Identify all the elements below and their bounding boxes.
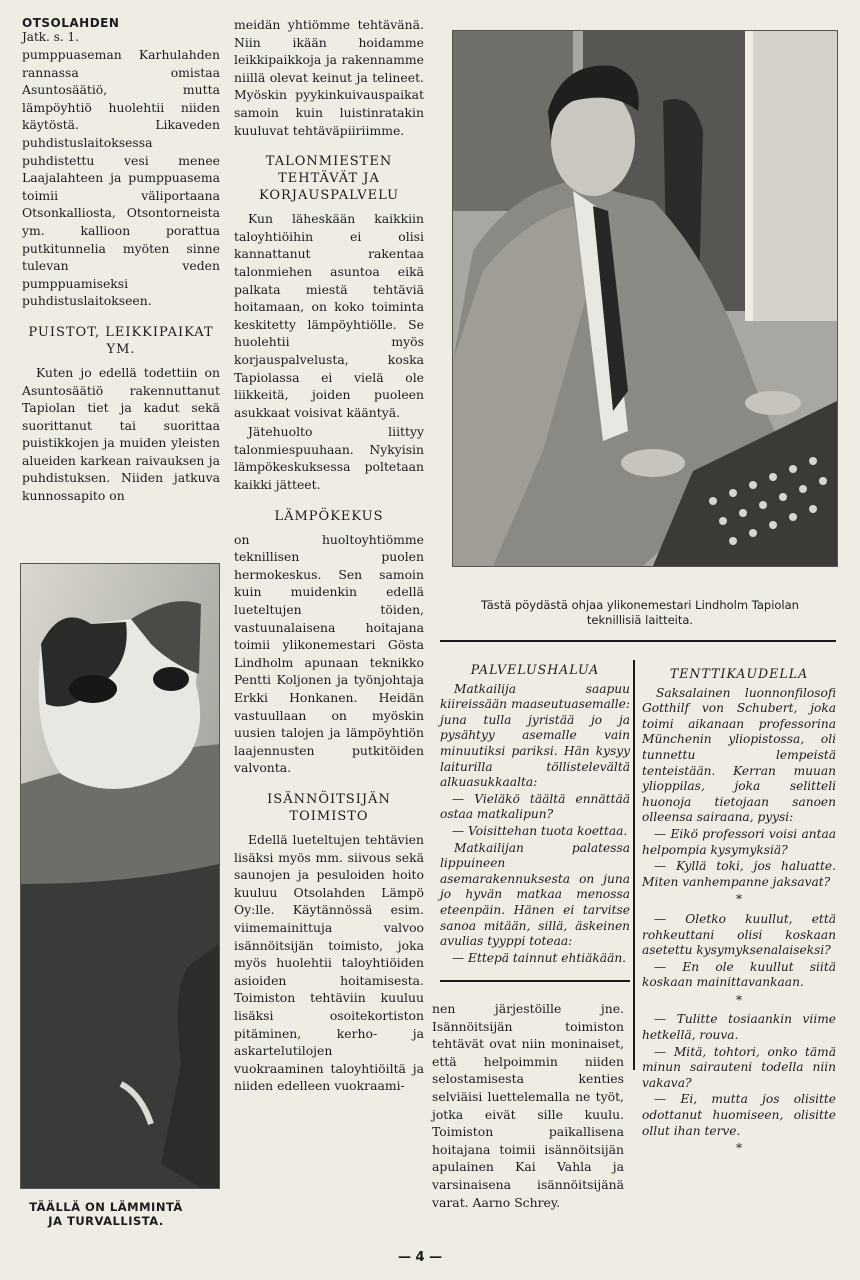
dialogue-line: — Oletko kuullut, että rohkeuttani olisi koskaan asetettu kysymyksenalaiseksi? — [642, 911, 836, 958]
column-3-continuation — [432, 1000, 624, 1213]
dialogue-line: — En ole kuullut siitä koskaan mainittavankaan. — [642, 959, 836, 990]
anecdote-heading: TENTTIKAUDELLA — [669, 666, 809, 681]
divider — [440, 640, 836, 642]
section-flag: OTSOLAHDEN — [22, 16, 120, 30]
section-heading: TALONMIESTEN TEHTÄVÄT JA KORJAUSPALVELU — [258, 154, 400, 204]
man-at-desk-illustration — [453, 31, 837, 566]
column-4-anecdote — [642, 662, 836, 1161]
anecdote-heading: PALVELUSHALUA — [470, 662, 600, 677]
paragraph: Edellä lueteltujen tehtävien lisäksi myös mm. siivous sekä saunojen ja pesuloiden hoito kuuluu Otsolahden Lämpö Oy:lle. Käytännössä esim. viimemainittuja valvoo isännöitsijän toimisto, joka myös huolehtii taloyhtiöiden asioiden hoitamisesta. Toimiston tehtäviin kuuluu lisäksi osoitekortiston pitäminen, kerho- ja askartelutilojen vuokraaminen taloyhtiöiltä ja niiden edelleen vuokraami- — [234, 831, 424, 1094]
column-2 — [234, 16, 424, 1097]
section-heading: PUISTOT, LEIKKIPAIKAT YM. — [28, 324, 214, 357]
divider — [633, 660, 635, 1070]
dialogue-line: — Ei, mutta jos olisitte odottanut huomiseen, olisitte ollut ihan terve. — [642, 1092, 836, 1138]
paragraph: Matkailija saapuu kiireissään maaseutuasemalle: juna tulla jyristää jo ja pysähtyy asemalle vain minuutiksi pariksi. Hän kysyy laiturilla töllistelevältä alkuasukkaalta: — [440, 681, 630, 790]
dialogue-line: — Mitä, tohtori, onko tämä minun sairauteni todella niin vakava? — [642, 1044, 836, 1090]
paragraph: Kuten jo edellä todettiin on Asuntosäätiö rakennuttanut Tapiolan tiet ja kadut sekä suorittanut tai suorittaa puistikkojen ja muiden yleisten alueiden karkean raivauksen ja puhdistuksen. Niiden jatkuva kunnossapito on — [22, 364, 220, 504]
control-desk-photo — [452, 30, 838, 567]
section-heading: ISÄNNÖITSIJÄN TOIMISTO — [267, 791, 391, 824]
dialogue-line: — Tulitte tosiaankin viime hetkellä, rouva. — [642, 1012, 836, 1043]
dialogue-line: — Kyllä toki, jos haluatte. Miten vanhempanne jaksavat? — [642, 859, 836, 889]
paragraph: pumppuaseman Karhulahden rannassa omistaa Asuntosäätiö, mutta lämpöyhtiö huolehtii niiden käytöstä. Likaveden puhdistuslaitoksessa puhdistettu vesi menee Laajalahteen ja pumppuasema toimii väliportaana Otsonkalliosta, Otsontorneista ym. kallioon porattua putkitunnelia myöten sinne tulevan veden pumppuamiseksi puhdistuslaitokseen. — [22, 47, 220, 309]
cat-illustration — [21, 564, 219, 1188]
paragraph: on huoltoyhtiömme teknillisen puolen hermokeskus. Sen samoin kuin muidenkin edellä lueteltujen töiden, vastuunalaisena hoitajana toimii ylikonemestari Gösta Lindholm apunaan teknikko Pentti Koljonen ja työnjohtaja Erkki Honkanen. Heidän vastuullaan on myöskin uusien talojen ja lämpöyhtiön laajennusten putkitöiden valvonta. — [234, 531, 424, 776]
paragraph: nen järjestöille jne. Isännöitsijän toimiston tehtävät ovat niin moninaiset, että helpoimmin niiden selostamisesta kenties selviäisi luettelemalla ne työt, jotka eivät sille kuulu. Toimiston paikallisena hoitajana toimii isännöitsijän apulainen Kai Vahla ja varsinaisena isännöitsijänä varat. Aarno Schrey. — [432, 1001, 624, 1210]
separator-star: * — [735, 1141, 743, 1156]
paragraph: Saksalainen luonnonfilosofi Gotthilf von Schubert, joka toimi aikanaan professorina Münchenin yliopistossa, oli tunnettu lempeistä tenteistään. Kerran muuan ylioppilas, joka selitteli huonoja tietojaan sanoen olleensa sairaana, pyysi: — [642, 685, 836, 825]
column-3-anecdote — [440, 658, 630, 967]
divider — [440, 980, 630, 982]
dialogue-line: — Eikö professori voisi antaa helpompia kysymyksiä? — [642, 826, 836, 857]
section-heading: LÄMPÖKEKUS — [274, 508, 384, 524]
separator-star: * — [735, 892, 743, 907]
continued-note: Jatk. s. 1. — [22, 30, 79, 44]
page-number: — 4 — — [398, 1250, 443, 1265]
photo-caption: Tästä pöydästä ohjaa ylikonemestari Lindholm Tapiolan teknillisiä laitteita. — [481, 598, 799, 627]
paragraph: Kun läheskään kaikkiin taloyhtiöihin ei olisi kannattanut rakentaa talonmiehen asuntoa eikä palkata miestä tehtäviä hoitamaan, on koko toiminta keskitetty lämpöyhtiölle. Se huolehtii myös korjauspalvelusta, koska Tapiolassa ei vielä ole liikkeitä, joiden puoleen asukkaat voisivat kääntyä. — [234, 211, 424, 420]
separator-star: * — [735, 992, 743, 1007]
column-1 — [22, 16, 220, 507]
cat-caption: TÄÄLLÄ ON LÄMMINTÄ JA TURVALLISTA. — [29, 1200, 183, 1228]
paragraph: Matkailijan palatessa lippuineen asemarakennuksesta on juna jo hyvän matkaa menossa eteenpäin. Hänen ei tarvitse sanoa mitään, sillä, äskeinen avulias tyyppi toteaa: — [440, 840, 630, 949]
dialogue-line: — Voisittehan tuota koettaa. — [452, 823, 628, 838]
dialogue-line: — Vieläkö täältä ennättää ostaa matkalipun? — [440, 791, 630, 822]
cat-photo — [20, 563, 220, 1189]
paragraph: Jätehuolto liittyy talonmiespuuhaan. Nykyisin lämpökeskuksessa poltetaan kaikki jätteet. — [234, 424, 424, 493]
dialogue-line: — Ettepä tainnut ehtiäkään. — [452, 950, 627, 965]
paragraph: meidän yhtiömme tehtävänä. Niin ikään hoidamme leikkipaikkoja ja rakennamme niillä olevat keinut ja telineet. Myöskin pyykinkuivauspaikat samoin kuin luistinratakin kuuluvat tehtäväpiiriimme. — [234, 17, 424, 138]
